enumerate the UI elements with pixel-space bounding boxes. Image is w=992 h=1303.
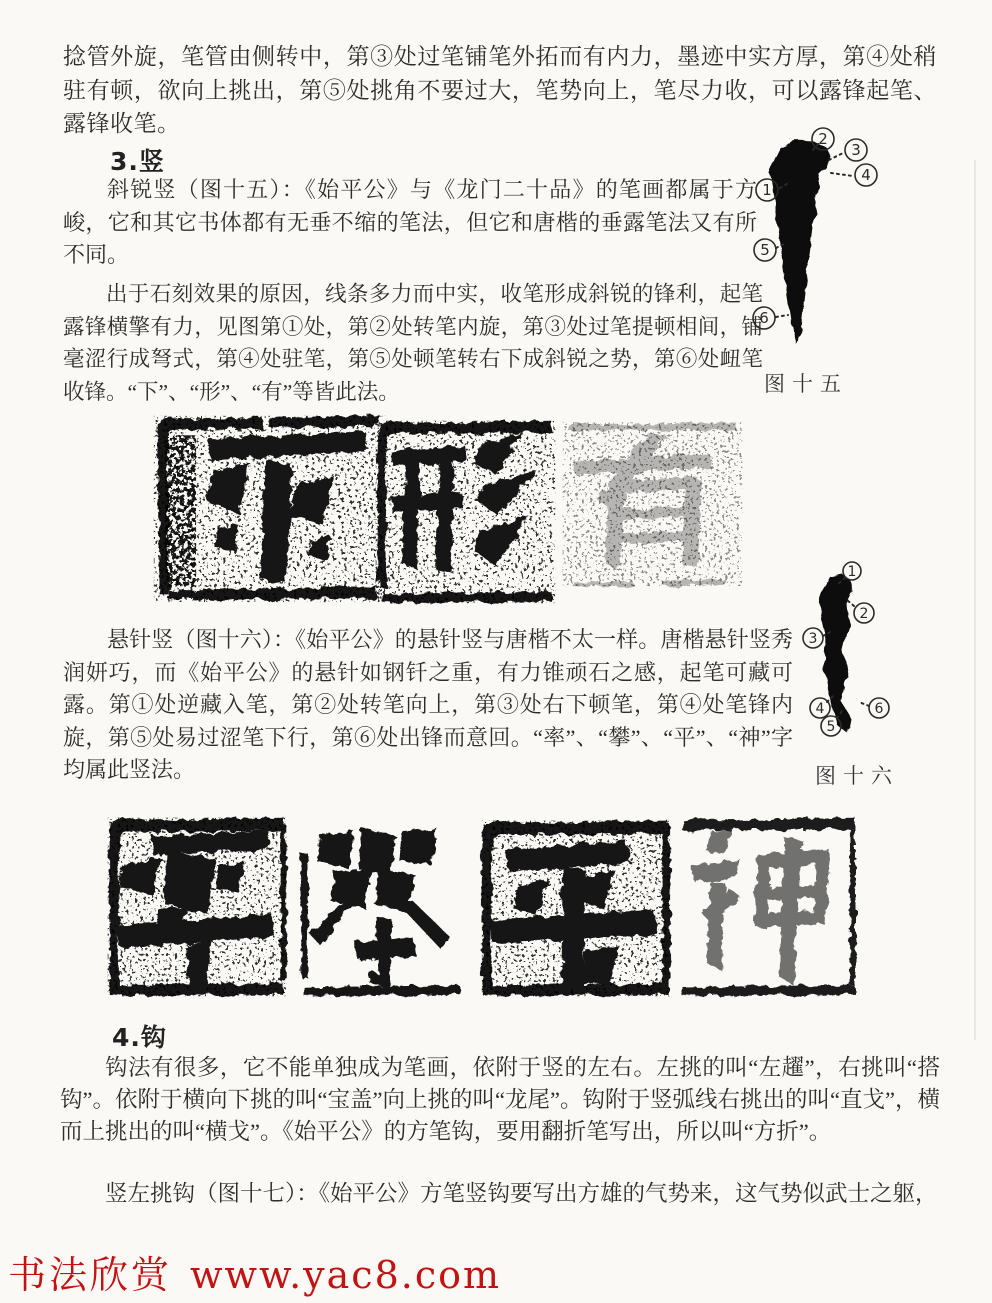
annotation-circle-2	[812, 128, 834, 150]
svg-text:5: 5	[826, 719, 836, 735]
rubbing-character-shen-faded	[677, 814, 861, 1000]
paragraph-xuanzhenshu: 悬针竖（图十六）：《始平公》的悬针竖与唐楷不太一样。唐楷悬针竖秀润妍巧，而《始平公》的悬针如钢钎之重，有力锥顽石之感，起笔可藏可露。第①处逆藏入笔，第②处转笔向上，第③处右下顿笔，第④处笔锋内旋，第⑤处易过涩笔下行，第⑥处出锋而意回。“率”、“攀”、“平”、“神”字均属此竖法。	[63, 627, 793, 782]
annotation-circle-6	[869, 698, 889, 718]
annotation-circle-4	[855, 164, 877, 186]
annotation-circle-3	[845, 139, 867, 161]
svg-text:3: 3	[851, 141, 861, 159]
rubbing-character-pan	[296, 817, 468, 1000]
figure-16-caption: 图十六	[815, 764, 899, 788]
svg-text:2: 2	[818, 130, 828, 148]
paragraph-shuzuotiaogou: 竖左挑钩（图十七）：《始平公》方笔竖钩要写出方雄的气势来，这气势似武士之躯，	[105, 1181, 938, 1206]
svg-text:1: 1	[847, 564, 857, 580]
scan-edge-line	[974, 160, 976, 1040]
annotation-circle-3	[803, 628, 823, 648]
rubbing-character-ping	[478, 817, 674, 1000]
paragraph-goufa: 钩法有很多，它不能单独成为笔画，依附于竖的左右。左挑的叫“左趯”，右挑叫“搭钩”。依附于横向下挑的叫“宝盖”向上挑的叫“龙尾”。钩附于竖弧线右挑出的叫“直戈”，横而上挑出的叫“横戈”。《始平公》的方笔钩，要用翻折笔写出，所以叫“方折”。	[60, 1055, 940, 1144]
svg-text:2: 2	[859, 606, 869, 622]
paragraph-shike-xiaoguo: 出于石刻效果的原因，线条多力而中实，收笔形成斜锐的锋利，起笔露锋横擎有力，见图第①处，第②处转笔内旋，第③处过笔提顿相间，铺毫涩行成弩式，第④处驻笔，第⑤处顿笔转右下成斜锐之势，第⑥处衄笔收锋。“下”、“形”、“有”等皆此法。	[63, 282, 763, 404]
brush-stroke-shape	[820, 573, 853, 734]
annotation-circle-5	[754, 239, 776, 261]
paragraph-xieruishu: 斜锐竖（图十五）：《始平公》与《龙门二十品》的笔画都属于方峻，它和其它书体都有无垂不缩的笔法，但它和唐楷的垂露笔法又有所不同。	[63, 177, 757, 267]
svg-text:6: 6	[759, 309, 769, 327]
section-4-heading: 4.钩	[112, 1023, 167, 1052]
rubbing-character-xia	[150, 412, 390, 606]
rubbing-character-shuai	[104, 814, 290, 1000]
svg-text:4: 4	[815, 701, 825, 717]
svg-text:4: 4	[861, 166, 871, 184]
figure-16	[793, 556, 963, 756]
svg-text:6: 6	[874, 701, 884, 717]
watermark	[8, 1250, 501, 1300]
rubbing-character-you-faded	[559, 419, 746, 593]
watermark-url: www.yac8.com	[190, 1253, 502, 1297]
annotation-circle-6	[753, 307, 775, 329]
svg-text:3: 3	[808, 631, 818, 647]
rubbing-character-xing	[372, 417, 559, 607]
figure-15	[743, 126, 948, 371]
figure-15-caption: 图十五	[764, 372, 848, 396]
intro-paragraph: 捻管外旋，笔管由侧转中，第③处过笔铺笔外拓而有内力，墨迹中实方厚，第④处稍驻有顿，欲向上挑出，第⑤处挑角不要过大，笔势向上，笔尽力收，可以露锋起笔、露锋收笔。	[63, 44, 937, 136]
svg-text:5: 5	[760, 241, 770, 259]
rubbing-noise	[563, 422, 743, 586]
annotation-circle-4	[810, 698, 830, 718]
figure-16-stroke-image	[793, 556, 963, 756]
annotation-circle-1	[843, 562, 861, 580]
annotation-circle-2	[854, 603, 874, 623]
brush-stroke-shape	[770, 140, 831, 345]
rubbing-noise	[681, 818, 858, 997]
watermark-site-name: 书法欣赏	[8, 1255, 173, 1297]
svg-text:1: 1	[762, 181, 772, 199]
section-3-heading: 3.竖	[110, 147, 165, 176]
figure-15-stroke-image	[743, 126, 948, 371]
